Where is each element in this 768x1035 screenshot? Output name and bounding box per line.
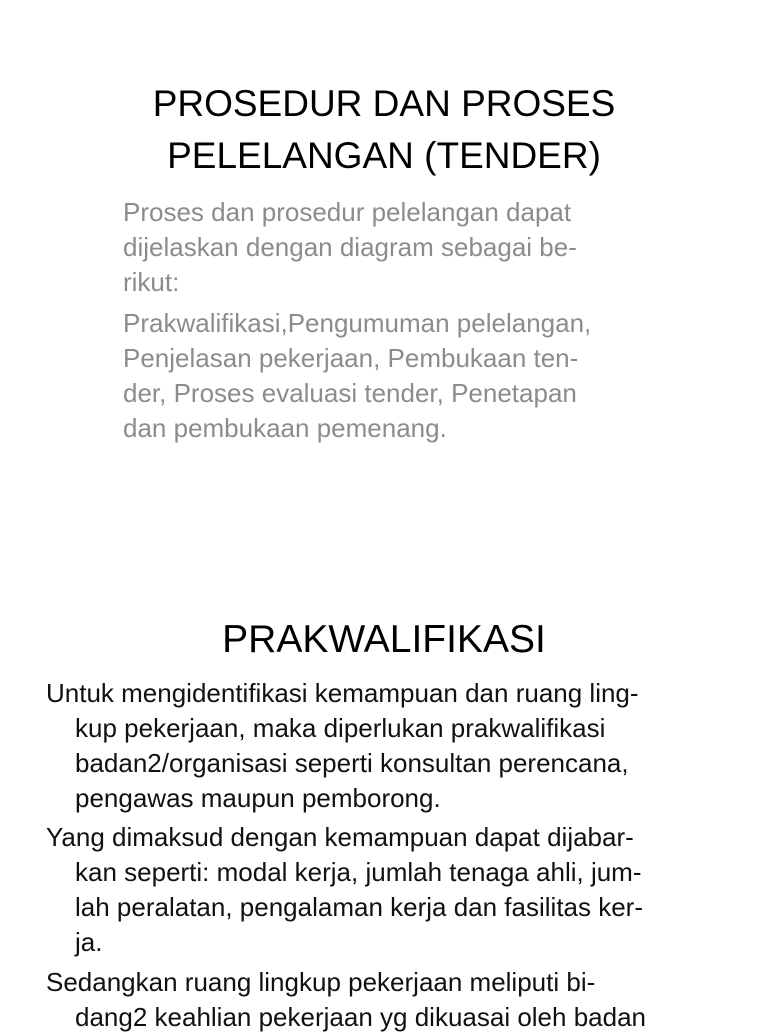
text-line: lah peralatan, pengalaman kerja dan fasilitas ker- [75, 892, 644, 922]
text-line: kan seperti: modal kerja, jumlah tenaga ahli, jum- [75, 857, 642, 887]
text-line: Sedangkan ruang lingkup pekerjaan meliputi bi- [46, 967, 596, 997]
title-line: PROSEDUR DAN PROSES [152, 83, 616, 124]
text-line: dijelaskan dengan diagram sebagai be- [123, 232, 577, 262]
slide-title: PRAKWALIFIKASI [222, 618, 546, 661]
body-paragraph [46, 676, 736, 816]
text-line: der, Proses evaluasi tender, Penetapan [123, 378, 577, 408]
text-line: kup pekerjaan, maka diperlukan prakwalifikasi [75, 713, 606, 743]
body-paragraph [46, 820, 736, 960]
text-line: pengawas maupun pemborong. [75, 783, 441, 813]
text-line: dan pembukaan pemenang. [123, 413, 447, 443]
intro-paragraph [123, 195, 633, 300]
text-line: rikut: [123, 267, 180, 297]
text-line: ja. [75, 927, 103, 957]
steps-paragraph [123, 306, 633, 446]
text-line: badan2/organisasi seperti konsultan perencana, [75, 748, 629, 778]
slide-prakwalifikasi [0, 560, 768, 1032]
text-line: Proses dan prosedur pelelangan dapat [123, 197, 572, 227]
text-line: dang2 keahlian pekerjaan yg dikuasai oleh badan [75, 1002, 646, 1032]
slide-title [0, 78, 768, 182]
title-line: PELELANGAN (TENDER) [167, 135, 601, 176]
body-paragraph [46, 965, 736, 1035]
text-line: Penjelasan pekerjaan, Pembukaan ten- [123, 343, 579, 373]
text-line: Prakwalifikasi,Pengumuman pelelangan, [123, 308, 592, 338]
text-line: Yang dimaksud dengan kemampuan dapat dijabar- [46, 822, 634, 852]
text-line: Untuk mengidentifikasi kemampuan dan ruang ling- [46, 678, 639, 708]
